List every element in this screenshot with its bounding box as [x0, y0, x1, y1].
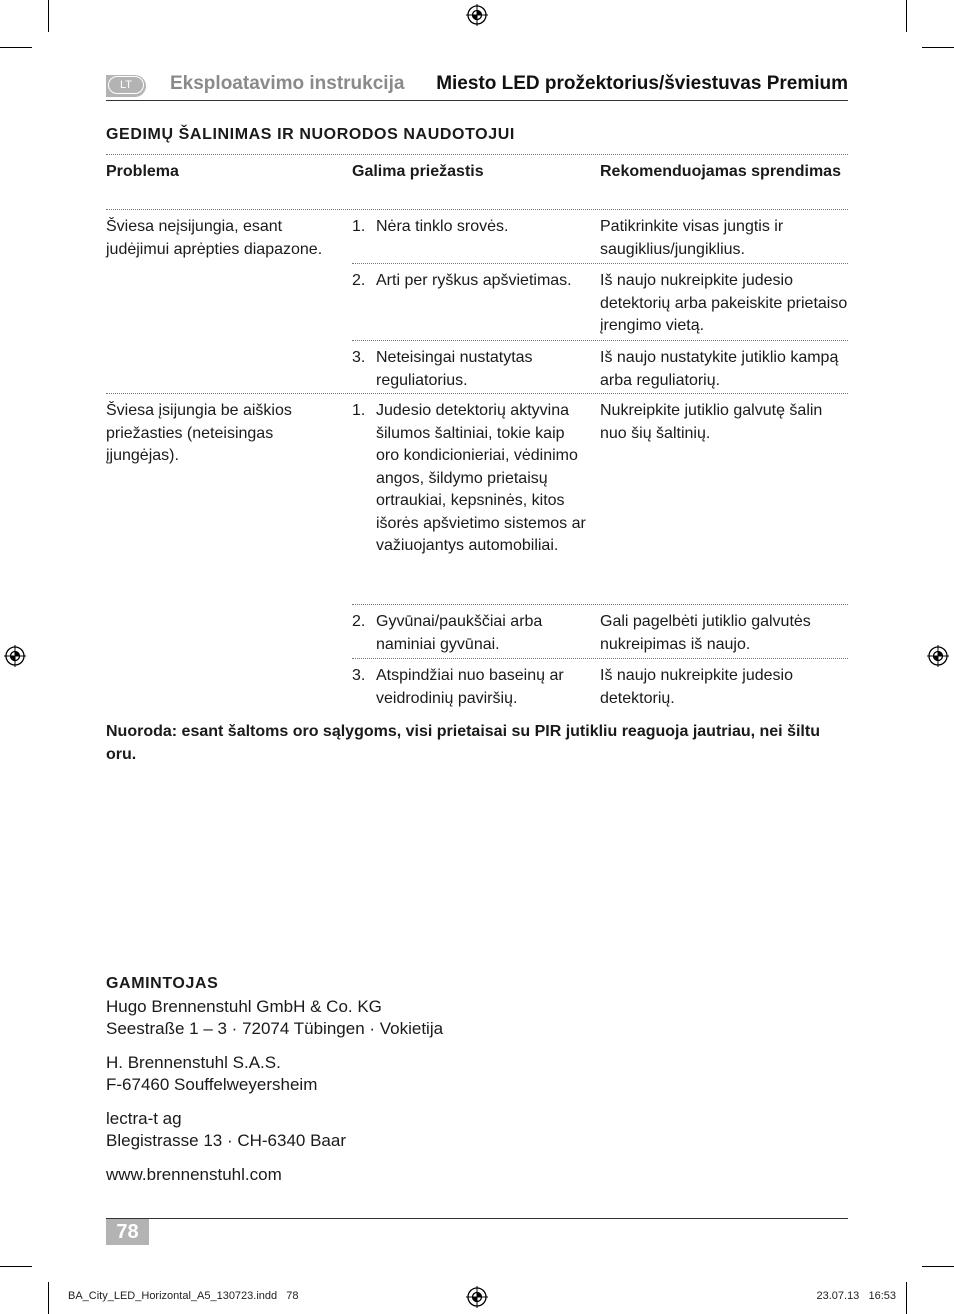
cause-number: 1. [352, 218, 366, 235]
table-row [352, 210, 848, 263]
company-address: Seestraße 1 – 3 · 72074 Tübingen · Vokietija [106, 1019, 444, 1038]
table-header-row [106, 154, 848, 209]
cause-number: 2. [352, 272, 366, 289]
cause-text: Atspindžiai nuo baseinų ar veidrodinių paviršių. [376, 667, 564, 707]
problem-text: Šviesa įsijungia be aiškios priežasties (neteisingas įjungėjas). [106, 402, 292, 464]
print-slug-file: BA_City_LED_Horizontal_A5_130723.indd 78 [68, 1290, 299, 1302]
usage-note: Nuoroda: esant šaltoms oro sąlygoms, visi prietaisai su PIR jutikliu reaguoja jautriau, nei šiltu oru. [106, 723, 820, 763]
solution-text: Gali pagelbėti jutiklio galvutės nukreipimas iš naujo. [600, 613, 811, 653]
cause-text: Gyvūnai/paukščiai arba naminiai gyvūnai. [376, 613, 543, 653]
problem-text: Šviesa neįsijungia, esant judėjimui aprėpties diapazone. [106, 218, 323, 258]
solution-text: Iš naujo nustatykite jutiklio kampą arba reguliatorių. [600, 349, 839, 389]
crop-mark [0, 47, 32, 48]
cause-text: Judesio detektorių aktyvina šilumos šaltiniai, tokie kaip oro kondicionieriai, vėdinimo angos, šildymo prietaisų ortraukiai, kepsninės, kitos išorės apšvietimo sistemos ar važiuojantys automobiliai. [376, 402, 586, 554]
solution-text: Iš naujo nukreipkite judesio detektorių arba pakeiskite prietaiso įrengimo vietą. [600, 272, 848, 334]
section-title: GEDIMŲ ŠALINIMAS IR NUORODOS NAUDOTOJUI [106, 126, 515, 143]
cause-number: 2. [352, 613, 366, 630]
company-name: H. Brennenstuhl S.A.S. [106, 1052, 281, 1072]
crop-mark [906, 0, 907, 32]
solution-text: Nukreipkite jutiklio galvutę šalin nuo šių šaltinių. [600, 402, 823, 442]
crop-mark [922, 47, 954, 48]
registration-mark-icon [466, 1286, 488, 1308]
page-header [106, 72, 848, 100]
document-title: Miesto LED prožektorius/šviestuvas Premium [436, 73, 848, 94]
table-row [352, 340, 848, 394]
page-number: 78 [106, 1219, 149, 1245]
company-address: Blegistrasse 13 · CH-6340 Baar [106, 1131, 347, 1150]
cause-text: Neteisingai nustatytas reguliatorius. [376, 349, 533, 389]
cause-number: 1. [352, 402, 366, 419]
table-row [352, 604, 848, 658]
table-row [352, 658, 848, 715]
company-name: lectra-t ag [106, 1108, 182, 1128]
crop-mark [922, 1266, 954, 1267]
solution-text: Iš naujo nukreipkite judesio detektorių. [600, 667, 794, 707]
print-slug-datetime: 23.07.13 16:53 [816, 1290, 896, 1302]
document-type: Eksploatavimo instrukcija [170, 73, 405, 94]
table-row [352, 394, 848, 604]
company-name: Hugo Brennenstuhl GmbH & Co. KG [106, 996, 382, 1016]
table-row [352, 263, 848, 340]
troubleshooting-table [106, 154, 848, 713]
problem-group [106, 393, 848, 713]
header-divider [106, 100, 848, 101]
crop-mark [48, 0, 49, 32]
website-link[interactable]: www.brennenstuhl.com [106, 1164, 282, 1184]
company-address: F-67460 Souffelweyersheim [106, 1075, 318, 1094]
problem-group [106, 209, 848, 393]
crop-mark [906, 1282, 907, 1314]
cause-number: 3. [352, 667, 366, 684]
footer-divider [106, 1218, 848, 1219]
column-header-solution: Rekomenduojamas sprendimas [600, 163, 841, 180]
cause-text: Arti per ryškus apšvietimas. [376, 272, 572, 289]
crop-mark [0, 1266, 32, 1267]
cause-text: Nėra tinklo srovės. [376, 218, 509, 235]
solution-text: Patikrinkite visas jungtis ir saugiklius/jungiklius. [600, 218, 784, 258]
registration-mark-icon [927, 645, 949, 667]
language-code: LT [108, 76, 144, 94]
crop-mark [48, 1282, 49, 1314]
cause-number: 3. [352, 349, 366, 366]
language-badge [106, 75, 146, 97]
manufacturer-heading: GAMINTOJAS [106, 975, 219, 992]
column-header-cause: Galima priežastis [352, 163, 484, 180]
registration-mark-icon [466, 4, 488, 26]
column-header-problem: Problema [106, 163, 179, 180]
registration-mark-icon [4, 645, 26, 667]
manufacturer-block [106, 973, 606, 1197]
